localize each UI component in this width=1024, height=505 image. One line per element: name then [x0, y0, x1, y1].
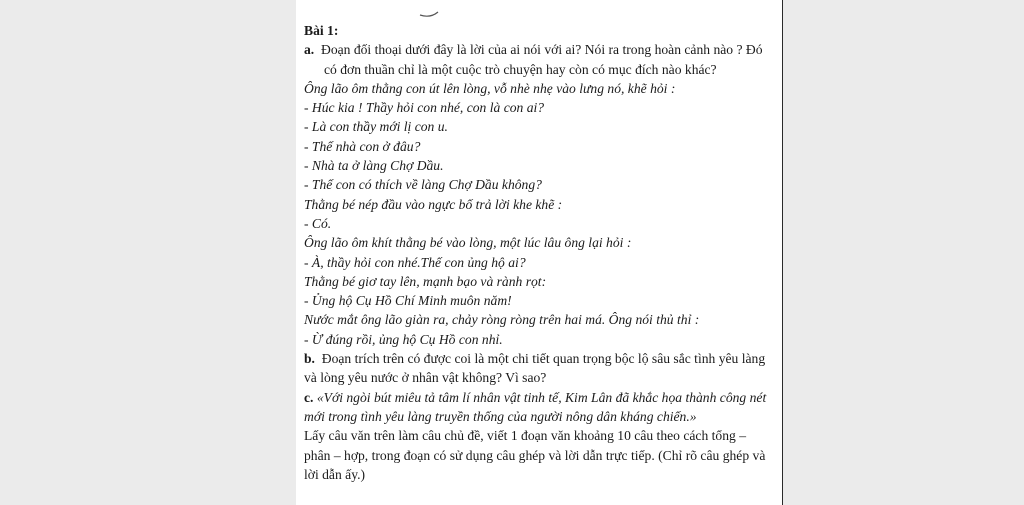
question-b: [304, 349, 782, 388]
question-b-line-2: và lòng yêu nước ở nhân vật không? Vì sao?: [304, 370, 547, 386]
dialogue-line: - Nhà ta ở làng Chợ Dầu.: [304, 158, 444, 174]
dialogue-line: Nước mắt ông lão giàn ra, chảy ròng ròng trên hai má. Ông nói thủ thỉ :: [304, 312, 700, 328]
instruction-line: phân – hợp, trong đoạn có sử dụng câu ghép và lời dẫn trực tiếp. (Chỉ rõ câu ghép và: [304, 447, 766, 463]
question-c-label: c.: [304, 389, 314, 405]
exercise-title: Bài 1:: [304, 23, 339, 38]
question-c-quote-2: mới trong tình yêu làng truyền thống của người nông dân kháng chiến.»: [304, 408, 697, 424]
question-a-text-1: Đoạn đối thoại dưới đây là lời của ai nói với ai? Nói ra trong hoàn cảnh nào ? Đó: [321, 42, 763, 58]
question-a-label: a.: [304, 42, 315, 58]
dialogue-line: - Ủng hộ Cụ Hồ Chí Minh muôn năm!: [304, 293, 512, 309]
question-a-line-1: [304, 40, 782, 59]
instruction-line: lời dẫn ấy.): [304, 466, 366, 482]
pen-mark-icon: [418, 8, 442, 18]
instruction-line: Lấy câu văn trên làm câu chủ đề, viết 1 đoạn văn khoảng 10 câu theo cách tổng –: [304, 428, 747, 444]
question-b-line-1: [304, 349, 782, 368]
dialogue-line: Thằng bé nép đầu vào ngực bố trả lời khe khẽ :: [304, 196, 563, 212]
question-c-quote-1: «Với ngòi bút miêu tả tâm lí nhân vật tinh tế, Kim Lân đã khắc họa thành công nét: [316, 389, 767, 405]
dialogue-line: - Thế con có thích về làng Chợ Dầu không?: [304, 177, 542, 193]
question-b-label: b.: [304, 351, 315, 367]
dialogue-line: - Là con thầy mới lị con u.: [304, 119, 448, 135]
dialogue-line: - Húc kia ! Thầy hỏi con nhé, con là con ai?: [304, 100, 545, 116]
dialogue-line: Ông lão ôm khít thằng bé vào lòng, một lúc lâu ông lại hỏi :: [304, 235, 632, 251]
question-b-text-1: Đoạn trích trên có được coi là một chi tiết quan trọng bộc lộ sâu sắc tình yêu làng: [321, 351, 766, 367]
dialogue-line: Ông lão ôm thằng con út lên lòng, vỗ nhè nhẹ vào lưng nó, khẽ hỏi :: [304, 80, 676, 96]
question-c-line-1: [304, 388, 782, 407]
question-a: [304, 40, 782, 79]
question-c: [304, 388, 782, 427]
dialogue-line: - Có.: [304, 215, 332, 231]
dialogue-line: - À, thầy hỏi con nhé.Thế con ủng hộ ai?: [304, 254, 526, 270]
dialogue-line: - Ừ đúng rồi, ủng hộ Cụ Hồ con nhỉ.: [304, 331, 503, 347]
question-a-line-2: có đơn thuần chỉ là một cuộc trò chuyện hay còn có mục đích nào khác?: [324, 61, 717, 77]
dialogue-line: - Thế nhà con ở đâu?: [304, 138, 421, 154]
dialogue-line: Thằng bé giơ tay lên, mạnh bạo và rành rọt:: [304, 273, 547, 289]
document-content: [304, 21, 782, 484]
